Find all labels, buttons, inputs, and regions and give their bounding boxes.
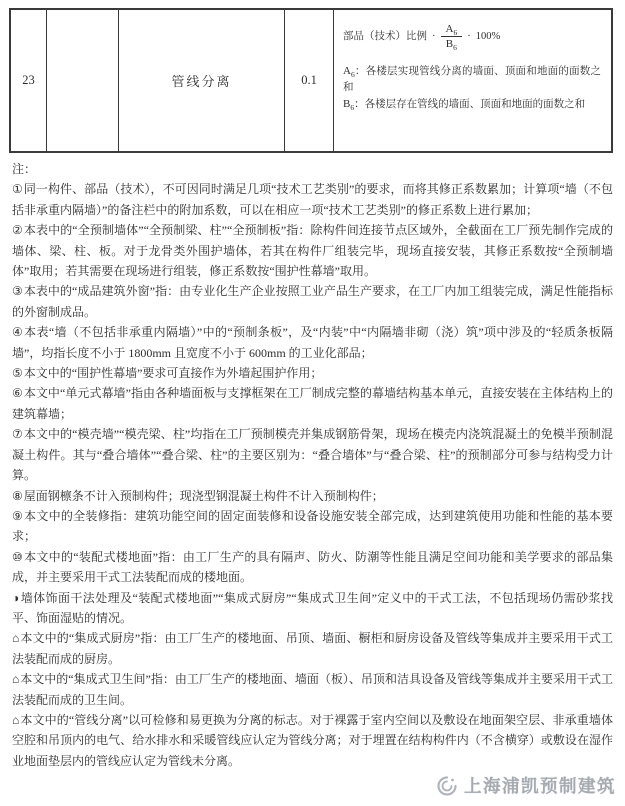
formula-separator: ·	[432, 30, 436, 42]
notes-heading: 注：	[12, 162, 37, 176]
note-item	[12, 179, 613, 220]
note-text: 本表中的“成品建筑外窗”指：由专业化生产企业按照工业产品生产要求，在工厂内加工组装完成，满足性能指标的外窗制成品。	[12, 284, 613, 319]
note-marker: ⌂	[12, 631, 20, 646]
notes-section	[12, 159, 613, 771]
note-text: 本文中“单元式幕墙”指由各种墙面板与支撑框架在工厂制成完整的幕墙结构基本单元，直接安装在主体结构上的建筑幕墙；	[12, 386, 613, 421]
note-text: 本文中的“集成式厨房”指：由工厂生产的楼地面、吊顶、墙面、橱柜和厨房设备及管线等集成并主要采用干式工法装配而成的厨房。	[12, 631, 613, 666]
swirl-logo-icon	[435, 774, 459, 798]
note-marker: ⑤	[12, 366, 23, 381]
note-item	[12, 588, 613, 629]
formula-prefix: 部品（技术）比例	[343, 30, 427, 42]
note-item	[12, 547, 613, 588]
score-table-row	[9, 8, 613, 153]
note-text: 本文中的“装配式楼地面”指：由工厂生产的具有隔声、防火、防潮等性能且满足空间功能和美学要求的部品集成，并主要采用干式工法装配而成的楼地面。	[12, 549, 613, 585]
note-marker: ⑨	[12, 508, 24, 523]
note-text: 墙体饰面干法处理及“装配式楼地面”“集成式厨房”“集成式卫生间”定义中的干式工法，不包括现场仍需砂浆找平、饰面湿贴的情况。	[12, 590, 614, 625]
note-marker: ②	[12, 223, 23, 238]
note-marker: ⌂	[12, 712, 20, 727]
ratio-formula	[343, 23, 601, 53]
note-marker: ③	[12, 284, 23, 299]
formula-fraction	[441, 23, 463, 53]
note-text: 本文中的“模壳墙”“模壳梁、柱”均指在工厂预制模壳并集成钢筋骨架，现场在模壳内浇筑混凝土的免模半预制混凝土构件。其与“叠合墙体”“叠合梁、柱”的主要区别为：“叠合墙体”与“叠合梁、柱”的预制部分可参与结构受力计算。	[12, 427, 613, 483]
note-marker: ④	[12, 325, 24, 340]
row-number: 23	[22, 73, 35, 87]
category-cell	[47, 10, 119, 151]
score-value: 0.1	[301, 73, 317, 87]
note-text: 本文中的全装修指：建筑功能空间的固定面装修和设备设施安装全部完成，达到建筑使用功能和性能的基本要求；	[12, 508, 613, 544]
note-text: 屋面钢檩条不计入预制构件；现浇型钢混凝土构件不计入预制构件；	[23, 488, 384, 503]
note-marker: ⌂	[12, 672, 20, 687]
symbol-b: $B_6$	[343, 98, 355, 113]
note-item	[12, 424, 613, 485]
note-text: 本文中的“围护性幕墙”要求可直接作为外墙起围护作用；	[23, 366, 323, 381]
definition-a: $A_6$：各楼层实现管线分离的墙面、顶面和地面的面数之和	[343, 65, 601, 93]
fraction-denominator: $B_6$	[445, 38, 457, 53]
note-marker: ⑥	[12, 386, 23, 401]
score-cell	[285, 10, 334, 151]
note-text: 本文中的“管线分离”以可检修和易更换为分离的标志。对于裸露于室内空间以及敷设在地面架空层、非承重墙体空腔和吊顶内的电气、给水排水和采暖管线应认定为管线分离；对于埋置在结构构件内（不含横穿）或敷设在湿作业地面垫层内的管线应认定为管线未分离。	[12, 712, 613, 768]
note-marker: ①	[12, 182, 23, 197]
formula-cell	[334, 10, 611, 151]
note-text: 本表中的“全预制墙体”“全预制梁、柱”“全预制板”指：除构件间连接节点区域外，全截面在工厂预先制作完成的墙体、梁、柱、板。对于龙骨类外围护墙体，若其在构件厂组装完毕，现场直接安装，其修正系数按“全预制墙体”取用；若其需要在现场进行组装，修正系数按“围护性幕墙”取用。	[12, 223, 613, 279]
note-text: 本文中的“集成式卫生间”指：由工厂生产的楼地面、墙面（板）、吊顶和洁具设备及管线等集成并主要采用干式工法装配而成的卫生间。	[12, 672, 613, 707]
note-item	[12, 628, 613, 669]
item-name-cell	[119, 10, 285, 151]
note-item	[12, 669, 613, 710]
note-text: 本表“墙（不包括非承重内隔墙）”中的“预制条板”，及“内装”中“内隔墙非砌（浇）筑”项中涉及的“轻质条板隔墙”，均指长度不小于 1800mm 且宽度不小于 600mm 的工业化部品；	[12, 325, 613, 360]
note-marker: ⑦	[12, 427, 23, 442]
note-marker: ⑩	[12, 549, 24, 564]
note-item	[12, 710, 613, 771]
symbol-a: $A_6$	[343, 65, 355, 80]
note-item	[12, 506, 613, 547]
formula-separator: ·	[467, 30, 471, 42]
note-text: 同一构件、部品（技术），不可因同时满足几项“技术工艺类别”的要求，而将其修正系数累加；计算项“墙（不包括非承重内隔墙）”的备注栏中的附加系数，可以在相应一项“技术工艺类别”的修正系数上进行累加；	[12, 182, 613, 217]
note-item	[12, 363, 613, 383]
note-marker: ◑	[12, 590, 20, 605]
note-item	[12, 281, 613, 322]
fraction-numerator: $A_6$	[441, 23, 463, 37]
formula-percent: 100%	[475, 30, 501, 42]
note-marker: ⑧	[12, 488, 23, 503]
note-item	[12, 220, 613, 281]
row-number-cell	[11, 10, 47, 151]
symbol-definitions	[343, 63, 601, 113]
watermark	[435, 773, 616, 798]
definition-b: $B_6$：各楼层存在管线的墙面、顶面和地面的面数之和	[343, 98, 586, 113]
item-name: 管线分离	[171, 74, 232, 89]
watermark-text: 上海浦凯预制建筑	[464, 776, 616, 796]
note-item	[12, 322, 613, 363]
note-item	[12, 383, 613, 424]
note-item	[12, 486, 613, 506]
